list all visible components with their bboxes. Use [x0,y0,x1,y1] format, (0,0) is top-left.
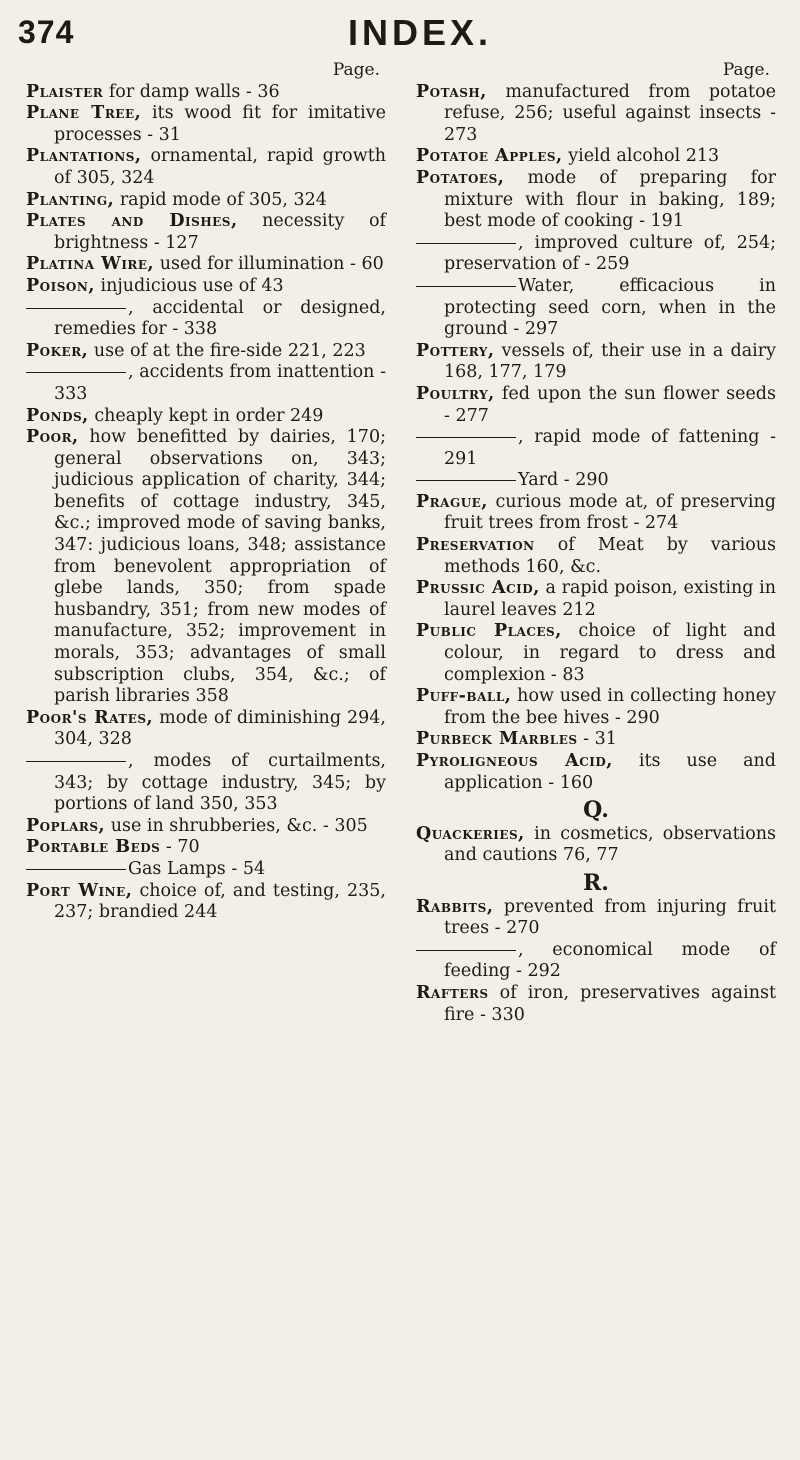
ditto-rule [416,480,516,481]
index-entry [416,983,776,1026]
index-entry [416,621,776,686]
index-entry [26,406,386,428]
entry-text: yield alcohol 213 [568,146,720,167]
entry-headword: Plane Tree, [26,103,142,124]
entry-text: necessity of brightness - 127 [54,211,386,253]
left-entries [26,82,386,924]
entry-headword: Planting, [26,189,115,210]
index-entry [416,535,776,578]
entry-headword: Puff-ball, [416,686,512,707]
entry-text: vessels of, their use in a dairy 168, 177, 179 [444,340,776,383]
index-entry [26,751,386,816]
entry-text: its use and application - 160 [444,751,776,793]
index-entry [26,837,386,859]
entry-text: choice of light and colour, in regard to dress and complexion - 83 [444,621,776,685]
index-entry [416,470,776,492]
entry-headword: Pottery, [416,340,495,361]
entry-headword: Platina Wire, [26,254,155,275]
ditto-rule [416,437,516,438]
entry-headword: Portable Beds [26,837,161,858]
entry-text: in cosmetics, observations and cautions 76, 77 [444,823,776,866]
page-number: 374 [18,14,75,50]
index-entry [26,82,386,104]
index-entry [416,897,776,940]
index-entry [416,751,776,794]
entry-text: Yard - 290 [518,470,609,491]
index-entry [26,190,386,212]
index-entry [416,168,776,233]
index-entry [416,427,776,470]
entry-text: Gas Lamps - 54 [128,858,266,879]
ditto-rule [416,243,516,244]
q-entries [416,824,776,867]
index-entry [26,298,386,341]
entry-text: , accidents from inattention - 333 [54,362,386,404]
entry-headword: Pyroligneous Acid, [416,751,613,771]
entry-text: - 31 [583,729,617,750]
index-entry [416,341,776,384]
entry-text: , rapid mode of fattening - 291 [444,427,776,469]
entry-text: Water, efficacious in protecting seed corn, when in the ground - 297 [444,275,776,340]
index-entry [26,362,386,405]
entry-text: for damp walls - 36 [108,81,280,102]
index-entry [26,146,386,189]
entry-text: choice of, and testing, 235, 237; brandied 244 [54,880,386,923]
right-entries [416,82,776,795]
entry-text: , modes of curtailments, 343; by cottage industry, 345; by portions of land 350, 353 [54,751,386,815]
entry-text: how benefitted by dairies, 170; general observations on, 343; judicious application of charity, 344; benefits of cottage industry, 345, &c.; improved mode of saving banks, 347: judicious loans, 348; assistance from benevolent appropriation of glebe lands, 350; from spade husbandry, 351; from new modes of manufacture, 352; improvement in morals, 353; advantages of small subscription clubs, 354, &c.; of parish libraries 358 [54,427,386,707]
entry-text: - 70 [165,837,200,858]
entry-headword: Potatoe Apples, [416,146,563,167]
entry-text: how used in collecting honey from the bee hives - 290 [444,686,776,728]
entry-headword: Preservation [416,535,535,556]
entry-headword: Port Wine, [26,880,133,901]
entry-headword: Poker, [26,340,89,361]
index-entry [26,103,386,146]
entry-headword: Quackeries, [416,823,525,844]
index-entry [416,729,776,751]
index-entry [416,276,776,341]
entry-headword: Potash, [416,81,487,102]
entry-text: use of at the fire-side 221, 223 [93,340,366,361]
left-column-heading: Page. [332,60,380,80]
ditto-rule [416,950,516,951]
entry-text: prevented from injuring fruit trees - 270 [444,896,776,939]
page-title: INDEX. [347,12,493,53]
entry-headword: Rafters [416,982,489,1003]
ditto-rule [26,372,126,373]
entry-text: of iron, preservatives against fire - 330 [444,982,776,1025]
right-column-heading: Page. [722,60,770,80]
r-entries [416,897,776,1027]
right-column [416,60,776,1026]
index-entry [416,940,776,983]
entry-headword: Plates and Dishes, [26,211,238,232]
entry-text: rapid mode of 305, 324 [119,189,327,210]
entry-text: cheaply kept in order 249 [94,405,324,426]
entry-headword: Prussic Acid, [416,578,540,599]
entry-text: use in shrubberies, &c. - 305 [110,815,368,836]
index-entry [26,427,386,708]
index-entry [416,146,776,168]
entry-text: injudicious use of 43 [100,275,284,296]
section-letter-q: Q. [583,797,609,824]
entry-text: ornamental, rapid growth of 305, 324 [54,146,386,188]
index-entry [26,859,386,881]
entry-text: , accidental or designed, remedies for - 338 [54,297,386,340]
entry-headword: Ponds, [26,405,89,426]
index-entry [26,881,386,924]
entry-headword: Plaister [26,81,104,102]
index-entry [416,384,776,427]
entry-text: manufactured from potatoe refuse, 256; useful against insects - 273 [444,81,776,145]
entry-text: of Meat by various methods 160, &c. [444,535,776,577]
ditto-rule [26,761,126,762]
index-entry [26,708,386,751]
index-entry [416,233,776,276]
index-entry [416,82,776,147]
entry-headword: Poor's Rates, [26,707,154,728]
entry-text: curious mode at, of preserving fruit trees from frost - 274 [444,491,776,534]
index-entry [416,824,776,867]
entry-headword: Purbeck Marbles [416,729,578,750]
index-entry [26,254,386,276]
ditto-rule [26,869,126,870]
entry-text: , economical mode of feeding - 292 [444,939,776,982]
ditto-rule [26,308,126,309]
entry-text: its wood fit for imitative processes - 31 [54,103,386,145]
index-entry [416,686,776,729]
entry-headword: Poor, [26,427,79,448]
entry-headword: Poison, [26,275,95,296]
index-entry [26,341,386,363]
section-letter-r: R. [583,869,609,896]
index-entry [26,276,386,298]
entry-text: fed upon the sun flower seeds - 277 [444,383,776,426]
index-entry [26,211,386,254]
entry-headword: Poultry, [416,383,495,404]
index-entry [416,578,776,621]
entry-headword: Potatoes, [416,167,505,188]
entry-headword: Poplars, [26,815,106,836]
entry-text: mode of diminishing 294, 304, 328 [54,707,386,750]
entry-text: a rapid poison, existing in laurel leaves 212 [444,578,776,620]
index-entry [26,816,386,838]
entry-text: mode of preparing for mixture with flour in baking, 189; best mode of cooking - 191 [444,167,776,232]
entry-text: used for illumination - 60 [159,254,384,275]
left-column [26,60,386,924]
ditto-rule [416,286,516,287]
entry-headword: Public Places, [416,621,562,642]
entry-headword: Plantations, [26,146,142,167]
entry-text: , improved culture of, 254; preservation of - 259 [444,232,776,275]
entry-headword: Prague, [416,491,488,512]
entry-headword: Rabbits, [416,896,494,917]
index-entry [416,492,776,535]
